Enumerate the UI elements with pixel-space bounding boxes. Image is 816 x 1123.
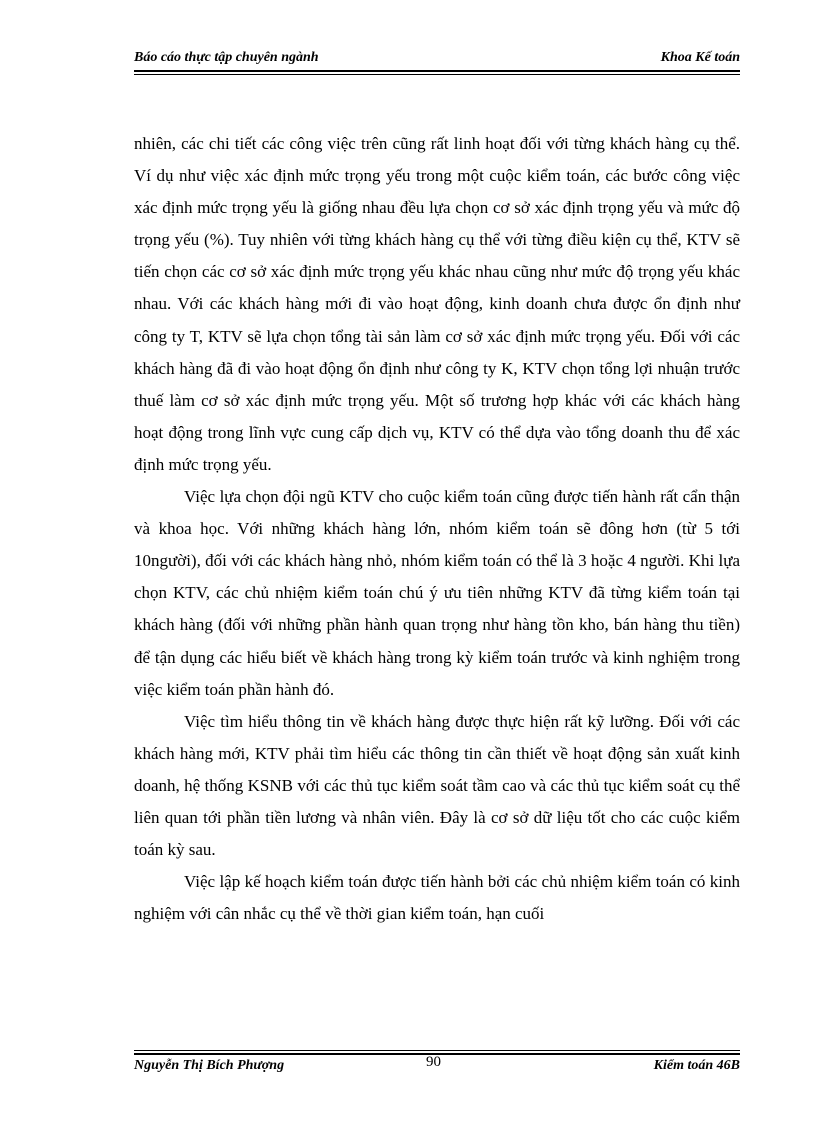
footer-class: Kiểm toán 46B — [653, 1058, 740, 1073]
header-divider-thin — [134, 74, 740, 75]
paragraph-team-selection: Việc lựa chọn đội ngũ KTV cho cuộc kiểm toán cũng được tiến hành rất cẩn thận và khoa học. Với những khách hàng lớn, nhóm kiểm toán sẽ đông hơn (từ 5 tới 10người), đối với các khách hàng nhỏ, nhóm kiểm toán có thể là 3 hoặc 4 người. Khi lựa chọn KTV, các chủ nhiệm kiểm toán chú ý ưu tiên những KTV đã từng kiểm toán tại khách hàng (đối với những phần hành quan trọng như hàng tồn kho, bán hàng thu tiền) để tận dụng các hiểu biết về khách hàng trong kỳ kiểm toán trước và kinh nghiệm trong việc kiểm toán phần hành đó. — [134, 487, 740, 699]
paragraph-continuation: nhiên, các chi tiết các công việc trên cũng rất linh hoạt đối với từng khách hàng cụ thể. Ví dụ như việc xác định mức trọng yếu trong một cuộc kiểm toán, các bước công việc xác định mức trọng yếu là giống nhau đều lựa chọn cơ sở xác định trọng yếu và mức độ trọng yếu (%). Tuy nhiên với từng khách hàng cụ thể với từng điều kiện cụ thể, KTV sẽ tiến chọn các cơ sở xác định mức trọng yếu khác nhau cũng như mức độ trọng yếu khác nhau. Với các khách hàng mới đi vào hoạt động, kinh doanh chưa được ổn định như công ty T, KTV sẽ lựa chọn tổng tài sản làm cơ sở xác định mức trọng yếu. Đối với các khách hàng đã đi vào hoạt động ổn định như công ty K, KTV chọn tổng lợi nhuận trước thuế làm cơ sở xác định mức trọng yếu. Một số trương hợp khác với các khách hàng hoạt động trong lĩnh vực cung cấp dịch vụ, KTV có thể dựa vào tổng doanh thu để xác định mức trọng yếu. — [134, 134, 740, 474]
paragraph-client-info: Việc tìm hiểu thông tin về khách hàng được thực hiện rất kỹ lưỡng. Đối với các khách hàng mới, KTV phải tìm hiểu các thông tin cần thiết về hoạt động sản xuất kinh doanh, hệ thống KSNB với các thủ tục kiểm soát tầm cao và các thủ tục kiểm soát cụ thể liên quan tới phần tiền lương và nhân viên. Đây là cơ sở dữ liệu tốt cho các cuộc kiểm toán kỳ sau. — [134, 711, 740, 860]
footer-divider-thin — [134, 1050, 740, 1051]
footer-author: Nguyễn Thị Bích Phượng — [134, 1058, 285, 1073]
page-header — [134, 48, 740, 68]
paragraph-audit-planning: Việc lập kế hoạch kiểm toán được tiến hành bởi các chủ nhiệm kiểm toán có kinh nghiệm với cân nhắc cụ thể về thời gian kiểm toán, hạn cuối — [134, 872, 740, 924]
header-department: Khoa Kế toán — [660, 50, 740, 65]
header-report-title: Báo cáo thực tập chuyên ngành — [134, 50, 319, 65]
document-body — [134, 128, 740, 930]
page-number: 90 — [426, 1054, 441, 1070]
page-footer — [134, 1056, 740, 1078]
header-divider-thick — [134, 70, 740, 72]
